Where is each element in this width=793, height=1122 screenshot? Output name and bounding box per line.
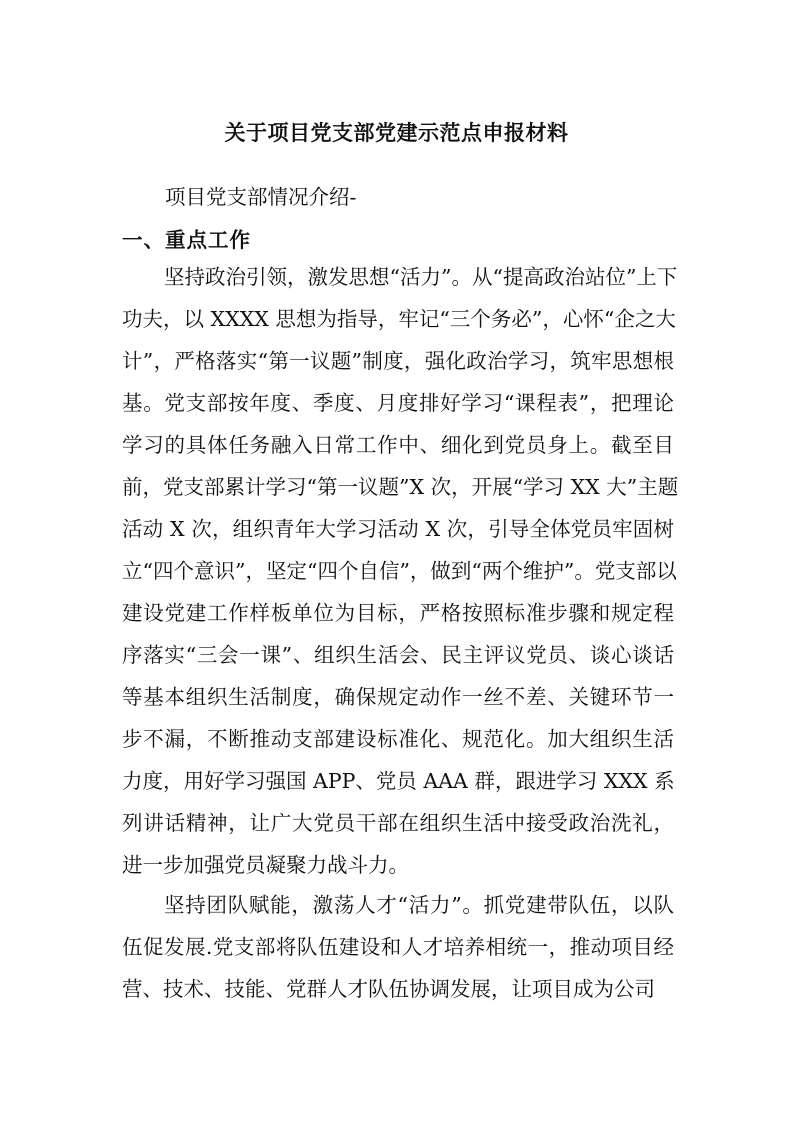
- paragraph-line: 活动 X 次，组织青年大学习活动 X 次，引导全体党员牢固树: [122, 517, 674, 541]
- paragraph-line: 伍促发展.党支部将队伍建设和人才培养相统一，推动项目经: [122, 935, 674, 959]
- paragraph-line: 进一步加强党员凝聚力战斗力。: [122, 853, 409, 877]
- paragraph-line: 步不漏，不断推动支部建设标准化、规范化。加大组织生活: [122, 727, 674, 751]
- paragraph-line: 坚持团队赋能，激荡人才“活力”。抓党建带队伍，以队: [164, 893, 674, 917]
- document-title: 关于项目党支部党建示范点申报材料: [224, 121, 569, 145]
- paragraph-line: 等基本组织生活制度，确保规定动作一丝不差、关键环节一: [122, 685, 674, 709]
- paragraph-line: 基。党支部按年度、季度、月度排好学习“课程表”，把理论: [122, 391, 674, 415]
- paragraph-line: 列讲话精神，让广大党员干部在组织生活中接受政治洗礼，: [122, 811, 674, 835]
- document-subheading: 项目党支部情况介绍-: [165, 185, 357, 209]
- paragraph-line: 立“四个意识”，坚定“四个自信”，做到“两个维护”。党支部以: [122, 559, 677, 583]
- paragraph-line: 前，党支部累计学习“第一议题”X 次，开展“学习 XX 大”主题: [122, 475, 679, 499]
- paragraph-line: 坚持政治引领，激发思想“活力”。从“提高政治站位”上下: [164, 265, 678, 289]
- section-heading: 一、重点工作: [122, 228, 251, 252]
- paragraph-line: 序落实“三会一课”、组织生活会、民主评议党员、谈心谈话: [122, 643, 674, 667]
- paragraph-line: 学习的具体任务融入日常工作中、细化到党员身上。截至目: [122, 433, 674, 457]
- paragraph-line: 营、技术、技能、党群人才队伍协调发展，让项目成为公司: [122, 977, 655, 1001]
- paragraph-line: 计”，严格落实“第一议题”制度，强化政治学习，筑牢思想根: [122, 349, 674, 373]
- paragraph-line: 力度，用好学习强国 APP、党员 AAA 群，跟进学习 XXX 系: [122, 769, 675, 793]
- paragraph-line: 建设党建工作样板单位为目标，严格按照标准步骤和规定程: [122, 601, 674, 625]
- paragraph-line: 功夫，以 XXXX 思想为指导，牢记“三个务必”，心怀“企之大: [122, 307, 676, 331]
